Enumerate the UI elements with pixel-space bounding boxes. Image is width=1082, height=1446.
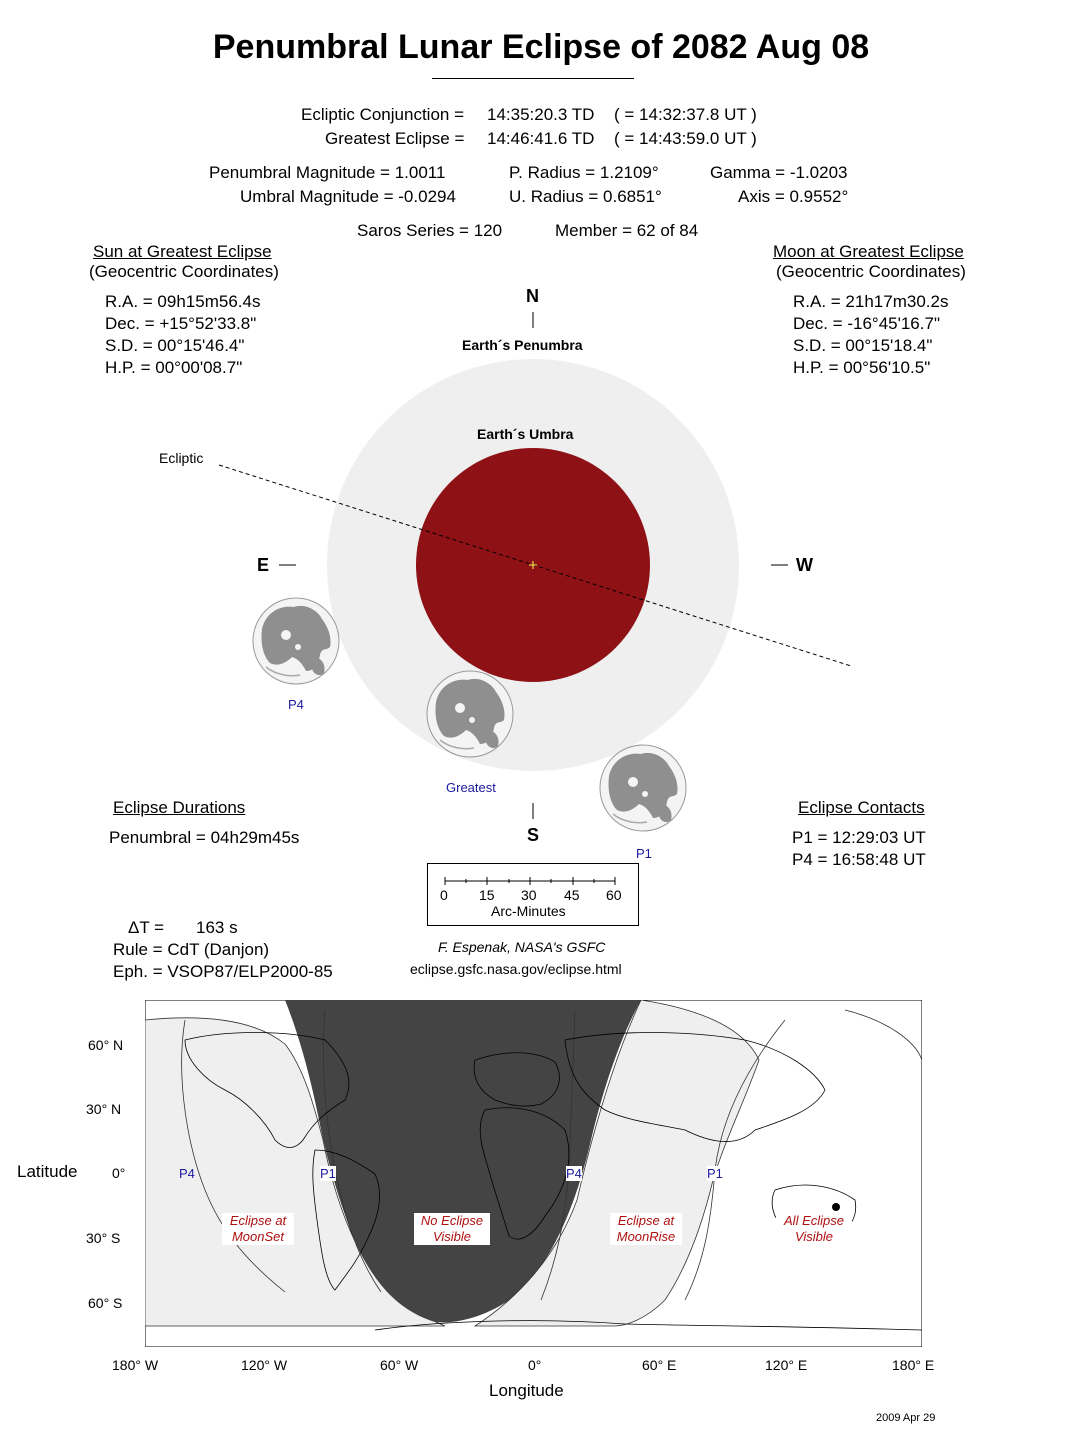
- scale-tick-0: 0: [440, 887, 448, 903]
- saros-member: Member = 62 of 84: [555, 221, 699, 240]
- umbra-radius: U. Radius = 0.6851°: [509, 187, 662, 206]
- moon-position-greatest: [427, 671, 513, 757]
- moonset-label: [222, 1213, 294, 1245]
- contact-p1: P1 = 12:29:03 UT: [792, 828, 926, 847]
- moonrise-label: [610, 1213, 682, 1245]
- east-label: E: [257, 555, 270, 575]
- map-p1-east: P1: [707, 1166, 723, 1181]
- map-p4-west: P4: [179, 1166, 195, 1181]
- eclipse-geometry-diagram: [0, 280, 1082, 860]
- saros-series: Saros Series = 120: [357, 221, 503, 240]
- moon-heading: Moon at Greatest Eclipse: [773, 242, 964, 261]
- map-p4-east: P4: [566, 1166, 582, 1181]
- map-p1-west: P1: [320, 1166, 336, 1181]
- moon-ra: R.A. = 21h17m30.2s: [793, 292, 949, 311]
- no-eclipse-label-line1: No Eclipse: [420, 1213, 484, 1228]
- longitude-axis-title: Longitude: [489, 1381, 564, 1400]
- contacts-heading: Eclipse Contacts: [798, 798, 925, 817]
- all-eclipse-label-line1: All Eclipse: [784, 1213, 844, 1228]
- greatest-eclipse-ut: ( = 14:43:59.0 UT ): [614, 129, 757, 148]
- moon-dec: Dec. = -16°45'16.7": [793, 314, 940, 333]
- penumbra-label: Earth´s Penumbra: [462, 337, 583, 353]
- umbra-rule: Rule = CdT (Danjon): [113, 940, 270, 959]
- moon-position-p1: [600, 745, 686, 831]
- lon-tick-120w: 120° W: [241, 1357, 288, 1373]
- penumbra-radius: P. Radius = 1.2109°: [509, 163, 659, 182]
- lon-tick-60e: 60° E: [642, 1357, 677, 1373]
- north-label: N: [526, 286, 539, 306]
- moonset-label-line2: MoonSet: [231, 1229, 285, 1244]
- scale-tick-45: 45: [564, 887, 580, 903]
- scale-tick-15: 15: [479, 887, 495, 903]
- ecliptic-label: Ecliptic: [159, 450, 204, 466]
- scale-tick-30: 30: [521, 887, 537, 903]
- date-stamp: 2009 Apr 29: [876, 1412, 936, 1424]
- sun-dec: Dec. = +15°52'33.8": [105, 314, 257, 333]
- greatest-moon-label: Greatest: [446, 780, 496, 795]
- lon-tick-180e: 180° E: [892, 1357, 935, 1373]
- delta-t-label: ΔT =: [128, 918, 165, 937]
- no-eclipse-label-line2: Visible: [432, 1229, 472, 1244]
- penumbral-magnitude: Penumbral Magnitude = 1.0011: [209, 163, 446, 182]
- lat-tick-60n: 60° N: [88, 1037, 124, 1053]
- moonset-label-line1: Eclipse at: [229, 1213, 287, 1228]
- title-divider: [432, 78, 634, 79]
- conjunction-td: 14:35:20.3 TD: [487, 105, 595, 124]
- no-eclipse-label: [414, 1213, 490, 1245]
- sun-sd: S.D. = 00°15'46.4": [105, 336, 245, 355]
- delta-t-value: 163 s: [196, 918, 238, 937]
- contact-p4: P4 = 16:58:48 UT: [792, 850, 926, 869]
- penumbral-duration: Penumbral = 04h29m45s: [109, 828, 300, 847]
- p4-moon-label: P4: [288, 697, 304, 712]
- scale-tick-60: 60: [606, 887, 622, 903]
- sun-ra: R.A. = 09h15m56.4s: [105, 292, 261, 311]
- all-eclipse-label-line2: Visible: [794, 1229, 834, 1244]
- axis-value: Axis = 0.9552°: [738, 187, 849, 206]
- scale-label: Arc-Minutes: [491, 903, 566, 919]
- moon-sd: S.D. = 00°15'18.4": [793, 336, 933, 355]
- page-title: Penumbral Lunar Eclipse of 2082 Aug 08: [212, 28, 870, 66]
- moon-position-p4: [253, 598, 339, 684]
- source-url: eclipse.gsfc.nasa.gov/eclipse.html: [410, 961, 622, 977]
- greatest-eclipse-td: 14:46:41.6 TD: [487, 129, 595, 148]
- south-label: S: [527, 825, 540, 845]
- umbral-magnitude: Umbral Magnitude = -0.0294: [240, 187, 456, 206]
- moon-subheading: (Geocentric Coordinates): [776, 262, 966, 281]
- all-eclipse-label: [776, 1213, 852, 1245]
- visibility-map: [145, 1000, 922, 1347]
- conjunction-label: Ecliptic Conjunction =: [301, 105, 465, 124]
- sun-subheading: (Geocentric Coordinates): [89, 262, 279, 281]
- sun-heading: Sun at Greatest Eclipse: [93, 242, 272, 261]
- lat-tick-30n: 30° N: [86, 1101, 122, 1117]
- lon-tick-180w: 180° W: [112, 1357, 159, 1373]
- greatest-eclipse-point: [832, 1203, 840, 1211]
- sun-hp: H.P. = 00°00'08.7": [105, 358, 243, 377]
- lon-tick-60w: 60° W: [380, 1357, 419, 1373]
- greatest-eclipse-label: Greatest Eclipse =: [325, 129, 465, 148]
- lat-tick-30s: 30° S: [86, 1230, 121, 1246]
- p1-moon-label: P1: [636, 846, 652, 861]
- moonrise-label-line1: Eclipse at: [617, 1213, 675, 1228]
- lon-tick-120e: 120° E: [765, 1357, 808, 1373]
- lon-tick-0: 0°: [528, 1357, 542, 1373]
- lat-tick-60s: 60° S: [88, 1295, 123, 1311]
- lat-tick-0: 0°: [112, 1165, 126, 1181]
- conjunction-ut: ( = 14:32:37.8 UT ): [614, 105, 757, 124]
- latitude-axis-title: Latitude: [17, 1162, 78, 1181]
- umbra-label: Earth´s Umbra: [477, 426, 574, 442]
- west-label: W: [796, 555, 813, 575]
- moon-hp: H.P. = 00°56'10.5": [793, 358, 931, 377]
- durations-heading: Eclipse Durations: [113, 798, 246, 817]
- gamma-value: Gamma = -1.0203: [710, 163, 848, 182]
- ephemeris: Eph. = VSOP87/ELP2000-85: [113, 962, 333, 981]
- moonrise-label-line2: MoonRise: [616, 1229, 676, 1244]
- credit: F. Espenak, NASA's GSFC: [438, 939, 606, 955]
